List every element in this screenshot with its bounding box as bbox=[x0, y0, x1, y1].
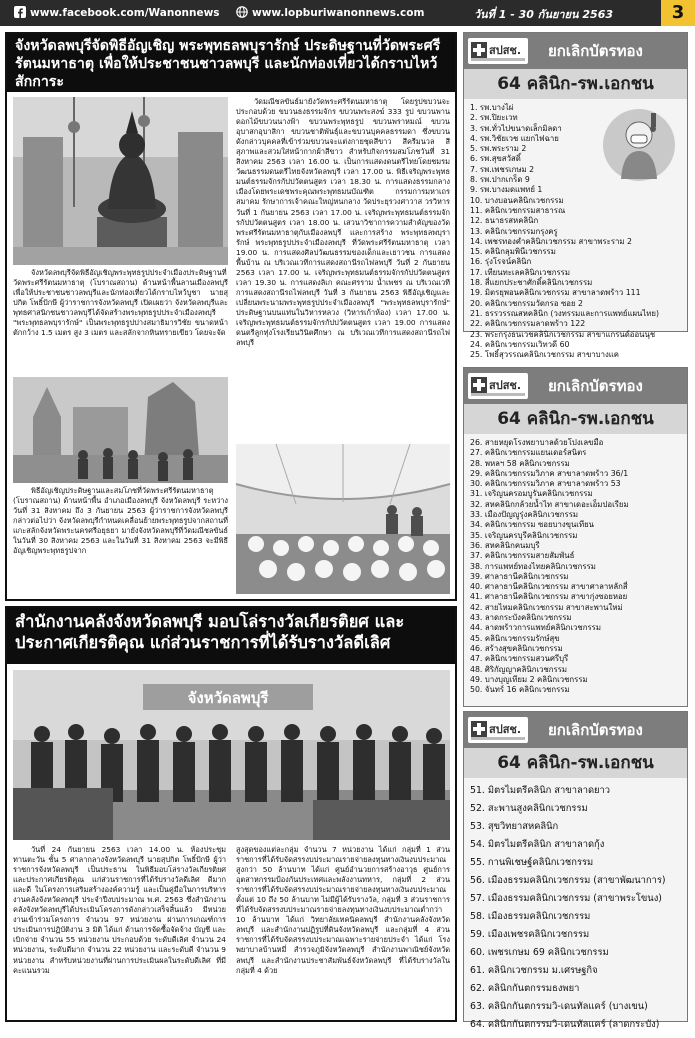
website-url: www.lopburiwanonnews.com bbox=[252, 7, 425, 19]
article-2-column-2 bbox=[236, 845, 450, 1019]
clinic-list-item: 1. รพ.บางไผ่ bbox=[470, 103, 514, 112]
clinic-list-item: 56. เมืองธรรมคลินิกเวชกรรม (สาขาพัฒนาการ) bbox=[470, 875, 666, 886]
clinic-list-item: 57. เมืองธรรมคลินิกเวชกรรม (สาขาพระโขนง) bbox=[470, 893, 662, 904]
caption-2-text: พิธีอัญเชิญประดิษฐานและสมโภชที่วัดพระศรีรัตนมหาธาตุ (โบราณสถาน) ด้านหน้าพื้น อำเภอเมืองลพบุรี จังหวัดลพบุรี ระหว่างวันที่ 31 สิงหาคม ถึง 3 กันยายน 2563 ผู้ว่าราชการจังหวัดลพบุรี กล่าวต่อไปว่า จังหวัดลพบุรีกำหนดเคลื่อนย้ายพระพุทธรูปจากสถานที่แกะสลักจังหวัดพระนครศรีอยุธยา มายังจังหวัดลพบุรีที่วัดมณีชลขันธ์ในวันที่ 30 สิงหาคม 2563 และในวันที่ 31 สิงหาคม 2563 จะมีพิธีอัญเชิญพระพุทธรูปจาก bbox=[13, 486, 228, 556]
clinic-list-item: 27. คลินิกเวชกรรมแยนเดอร์สนิตร bbox=[470, 448, 587, 458]
panel-1-title: ยกเลิกบัตรทอง bbox=[548, 42, 643, 60]
clinic-list-item: 21. ธรรวรรณสหคลินิก (วงทรรมและการแพทย์แผนไทย) bbox=[470, 308, 660, 318]
facebook-icon bbox=[14, 6, 26, 18]
clinic-list-item: 38. การแพทย์ทองไทยคลินิกเวชกรรม bbox=[470, 561, 596, 571]
panel-3-header bbox=[464, 712, 687, 748]
clinic-list-item: 42. สายไหมคลินิกเวชกรรม สาขาสะพานใหม่ bbox=[470, 602, 623, 612]
clinic-list-item: 5. รพ.พระราม 2 bbox=[470, 144, 527, 154]
clinic-list-item: 29. คลินิกเวชกรรมวิภาค สาขาลาดพร้าว 36/1 bbox=[470, 468, 629, 478]
issue-date: วันที่ 1 - 30 กันยายน 2563 bbox=[474, 8, 614, 21]
header-bar bbox=[0, 0, 695, 26]
article-1-caption-2 bbox=[13, 486, 228, 596]
facebook-link[interactable] bbox=[14, 6, 220, 19]
clinic-list-item: 54. มิตรไมตรีคลินิก สาขาลาดกุ้ง bbox=[470, 839, 605, 850]
gold-card-panel-3 bbox=[463, 711, 688, 1030]
panel-1-subtitle: 64 คลินิก-รพ.เอกชน bbox=[464, 69, 687, 99]
clinic-list-item: 18. สี่แยกประชาศักดิ์คลินิกเวชกรรม bbox=[470, 278, 593, 288]
cross-icon bbox=[471, 42, 487, 58]
clinic-list-item: 32. สหคลินิกกล้วยน้ำไท สาขาเดอะเอ็มปอเรียม bbox=[470, 499, 629, 509]
clinic-list-item: 37. คลินิกเวชกรรมสายสัมพันธ์ bbox=[470, 551, 575, 561]
page-number: 3 bbox=[661, 0, 695, 26]
article-2-column-1-text: วันที่ 24 กันยายน 2563 เวลา 14.00 น. ห้องประชุมทานตะวัน ชั้น 5 ศาลากลางจังหวัดลพบุรี นายสุปกิต โพธิ์ปักษี ผู้ว่าราชการจังหวัดลพบุรี เป็นประธาน ในพิธีมอบโล่รางวัลเกียรติยศ และประกาศเกียรติคุณ แก่ส่วนราชการที่ได้รับรางวัลดีเลิศ ดีมาก และดี ในโครงการเสริมสร้างองค์ความรู้ และเป็นคู่มือในการบริหารงานคลังจังหวัดลพบุรี ประจำปีงบประมาณ พ.ศ. 2563 ซึ่งสำนักงานคลังจังหวัดลพบุรีได้ประเมินโครงการดังกล่าวเสร็จสิ้นแล้ว มีหน่วยงานเข้าร่วมโครงการ จำนวน 97 หน่วยงาน ผ่านการเกณฑ์การประเมินการปฏิบัติงาน 3 มิติ ได้แก่ ด้านการจัดซื้อจัดจ้าง บัญชี และเบิกจ่าย จำนวน 55 หน่วยงาน ประกอบด้วย ระดับดีเลิศ จำนวน 24 หน่วยงาน, ระดับดีมาก จำนวน 22 หน่วยงาน และระดับดี จำนวน 9 หน่วยงาน สำหรับหน่วยงานที่ผ่านการประเมินผลในระดับดีเลิศ ที่มีคะแนนรวม bbox=[13, 845, 226, 975]
clinic-list-item: 22. คลินิกเวชกรรมลาดพร้าว 122 bbox=[470, 319, 586, 329]
website-link[interactable] bbox=[236, 6, 424, 19]
clinic-list-item: 11. คลินิกเวชกรรมสาธารณ bbox=[470, 205, 566, 215]
article-2-column-2-text: สูงสุดของแต่ละกลุ่ม จำนวน 7 หน่วยงาน ได้แก่ กลุ่มที่ 1 ส่วนราชการที่ได้รับจัดสรรงบประมาณรายจ่ายลงทุนทางเงินงบประมาณสูงกว่า 50 ล้านบาท ได้แก่ ศูนย์อำนวยการสร้างอาวุธ ศูนย์การอุตสาหกรรมป้องกันประเทศและพลังงานทหาร, กลุ่มที่ 2 ส่วนราชการที่ได้รับจัดสรรงบประมาณรายจ่ายลงทุนทางเงินงบประมาณ ตั้งแต่ 10 ถึง 50 ล้านบาท ไม่มีผู้ได้รับรางวัล, กลุ่มที่ 3 ส่วนราชการที่ได้รับจัดสรรงบประมาณรายจ่ายลงทุนทางเงินงบประมาณต่ำกว่า 10 ล้านบาท ได้แก่ วิทยาลัยเทคนิคลพบุรี สำนักงานคลังจังหวัดลพบุรี และสำนักงานปฏิรูปที่ดินจังหวัดลพบุรี และกลุ่มที่ 4 ส่วนราชการที่ได้รับจัดสรรงบประมาณเฉพาะรายจ่ายประจำ ได้แก่ โรงพยาบาลบ้านหมี่ สำรวจภูมิจังหวัดลพบุรี สำนักงานพาณิชย์จังหวัดลพบุรี และสำนักงานประชาสัมพันธ์จังหวัดลพบุรี ที่ได้รับรางวัลในกลุ่มที่ 4 ด้วย bbox=[236, 845, 450, 975]
clinic-list-item: 49. บางบุญเทียม 2 คลินิกเวชกรรม bbox=[470, 674, 588, 684]
clinic-list-item: 24. คลินิกเวชกรรมเวิทวดี 60 bbox=[470, 339, 570, 349]
clinic-list-item: 8. รพ.ปากเกร็ด 9 bbox=[470, 175, 530, 185]
clinic-list-item: 15. คลินิกลุมพินีเวชกรรม bbox=[470, 247, 556, 257]
clinic-list-item: 51. มิตรไมตรีคลินิก สาขาลาดยาว bbox=[470, 785, 611, 796]
clinic-list-item: 55. กานพิเชษฐ์คลินิกเวชกรรม bbox=[470, 857, 594, 868]
clinic-list-item: 43. ลาดกระบังคลินิกเวชกรรม bbox=[470, 613, 572, 623]
clinic-list-item: 61. คลินิกเวชกรรม ม.เศรษฐกิจ bbox=[470, 965, 598, 976]
clinic-list-item: 36. สหคลินิกคนมบุรี bbox=[470, 540, 540, 550]
clinic-list-item: 30. คลินิกเวชกรรมวิภาค สาขาลาดพร้าว 53 bbox=[470, 479, 621, 489]
nhso-logo: สปสช. bbox=[468, 717, 528, 743]
panel-2-list bbox=[464, 434, 687, 699]
article-1-headline: จังหวัดลพบุรีจัดพิธีอัญเชิญ พระพุทธลพบุรารักษ์ ประดิษฐานที่วัดพระศรีรัตนมหาธาตุ เพื่อให้ประชาชนชาวลพบุรี และนักท่องเที่ยวได้กราบไหว้สักการะ bbox=[7, 34, 455, 92]
clinic-list-item: 33. เมืองปัญญูรุ่งคลินิกเวชกรรม bbox=[470, 510, 579, 520]
buddha-statue-photo bbox=[13, 97, 228, 265]
clinic-list-item: 64. คลินิกกันตกรรมวิ-เดนทัลแคร์ (ลาดกระบัง) bbox=[470, 1019, 660, 1030]
clinic-list-item: 10. บางบอนคลินิกเวชกรรม bbox=[470, 195, 564, 205]
clinic-list-item: 17. เทียนทะเลคลินิกเวชกรรม bbox=[470, 267, 570, 277]
nhso-logo: สปสช. bbox=[468, 373, 528, 399]
clinic-list-item: 46. สร้างสุขคลินิกเวชกรรม bbox=[470, 643, 563, 653]
gold-card-panel-1 bbox=[463, 32, 688, 360]
province-sign: จังหวัดลพบุรี bbox=[187, 689, 269, 707]
clinic-list-item: 59. เมืองเพชรคลินิกเวชกรรม bbox=[470, 929, 590, 940]
clinic-list-item: 20. คลินิกเวชกรรมวัดกรอ ซอย 2 bbox=[470, 298, 583, 308]
article-1-caption-1 bbox=[13, 268, 228, 371]
article-1-column-2 bbox=[236, 97, 450, 441]
clinic-list-item: 35. เจริญนครบุรีคลินิกเวชกรรม bbox=[470, 530, 578, 540]
clinic-list-item: 40. ศาลาธานีคลินิกเวชกรรม สาขาศาลาหลักสี่ bbox=[470, 582, 628, 592]
clinic-list-item: 26. สายหยุดโรงพยาบาลด้วยโปงเลขมือ bbox=[470, 438, 604, 447]
clinic-list-item: 31. เจริญนครอมบูรันคลินิกเวชกรรม bbox=[470, 489, 593, 499]
clinic-list-item: 34. คลินิกเวชกรรม ซอยบางขุนเทียน bbox=[470, 520, 595, 530]
ceremony-ruins-photo bbox=[13, 377, 228, 483]
cross-icon bbox=[471, 377, 487, 393]
clinic-list-item: 28. พหลฯ 58 คลินิกเวชกรรม bbox=[470, 458, 570, 468]
clinic-list-item: 16. รุ่งโรจน์คลินิก bbox=[470, 257, 532, 267]
clinic-list-item: 45. คลินิกเวชกรรมรักษ์สุข bbox=[470, 633, 560, 643]
clinic-list-item: 63. คลินิกกันตกรรมวิ-เดนทัลแคร์ (บางเขน) bbox=[470, 1001, 648, 1012]
clinic-list-item: 4. รพ.วิชัยเวช แยกไฟฉาย bbox=[470, 133, 559, 143]
clinic-list-item: 52. สะพานสูงคลินิกเวชกรรม bbox=[470, 803, 588, 814]
clinic-list-item: 23. พระกรุงธนเวชคลินิกเวชกรรม สาขาแกรนด์อ่อนนุช bbox=[470, 329, 656, 339]
facebook-url: www.facebook.com/Wanonnews bbox=[30, 7, 220, 19]
gold-card-panel-2 bbox=[463, 367, 688, 707]
globe-icon bbox=[236, 6, 248, 18]
clinic-list-item: 3. รพ.ทั่วไปขนาดเล็กมิลดา bbox=[470, 123, 562, 133]
panel-2-header bbox=[464, 368, 687, 404]
award-ceremony-photo bbox=[13, 670, 450, 840]
sick-person-illustration bbox=[595, 105, 683, 185]
clinic-list-item: 7. รพ.เพชรเกษม 2 bbox=[470, 164, 535, 174]
clinic-list-item: 53. สุขวิทยาสหคลินิก bbox=[470, 821, 559, 832]
article-2-headline: สำนักงานคลังจังหวัดลพบุรี มอบโล่รางวัลเกียรติยศ และประกาศเกียรติคุณ แก่ส่วนราชการที่ได้รับรางวัลดีเลิศ bbox=[7, 608, 455, 664]
clinic-list-item: 47. คลินิกเวชกรรมสวนศรีบุรี bbox=[470, 654, 569, 664]
panel-2-title: ยกเลิกบัตรทอง bbox=[548, 377, 643, 395]
panel-1-header bbox=[464, 33, 687, 69]
clinic-list-item: 14. เพชรทองคำคลินิกเวชกรรม สาขาพระราม 2 bbox=[470, 236, 632, 246]
cross-icon bbox=[471, 721, 487, 737]
clinic-list-item: 41. ศาลาธานีคลินิกเวชกรรม สาขากุ่งซอยหอย bbox=[470, 592, 628, 602]
panel-2-subtitle: 64 คลินิก-รพ.เอกชน bbox=[464, 404, 687, 434]
clinic-list-item: 58. เมืองธรรมคลินิกเวชกรรม bbox=[470, 911, 591, 922]
article-1-column-2-text: วัดมณีชลขันธ์มายังวัดพระศรีรัตนมหาธาตุ โดยรูปขบวนจะประกอบด้วย ขบวนธงธรรมจักร ขบวนพระสงฆ์ 333 รูป ขบวนพานดอกไม้ขบวนนางฟ้า ขบวนพระพุทธรูป ขบวนพราหมณ์ ขบวนอุบาสกอุบาสิกา ขบวนชาติพันธุ์และขบวนบุคคลธรรมดา ซึ่งขบวนดังกล่าวบุคคลที่เข้าร่วมขบวนจะแต่งกายชุดสีขาว สีครีมนวล สีสุภาพและสวมใส่หน้ากากผ้าสีขาว สำหรับกิจกรรมสมโภชวันที่ 31 สิงหาคม 2563 เวลา 16.00 น. เป็นการแสดงดนตรีไทยโดยชมรมวัฒนธรรมดนตรีไทยจังหวัดลพบุรี เวลา 17.00 น. พิธีเจริญพระพุทธมนต์ธรรมจักรกัปปวัตตนสูตร เวลา 18.30 น. การแสดงธรรมกลางเมืองโดยพระเดชพระคุณพระพุทธมนบัณฑิต กรรมการมหาเถรสมาคม รักษาการเจ้าคณะใหญ่หนกลาง วัดประยุรวงศาวาส วรวิหาร วันที่ 1 กันยายน 2563 เวลา 17.00 น. เจริญพระพุทธมนต์ธรรมจักรกัปปวัตตนสูตร เวลา 18.00 น. เสวนาวิชาการความสำคัญของวัดพระศรีรัตนมหาธาตุกับเมืองลพบุรี และการสร้าง พระพุทธลพบุรารักษ์ พระพุทธรูปประจำเมืองลพบุรี ที่วัดพระศรีรัตนมหาธาตุ เวลา 19.00 น. การแสดงศิลปวัฒนธรรมของเด็กและเยาวชน การแสดงพื้นบ้าน ณ บริเวณเวทีการแสดงสถานีรถไฟลพบุรี วันที่ 2 กันยายน 2563 เวลา 17.00 น. เจริญพระพุทธมนต์ธรรมจักรกัปปวัตตนสูตร เวลา 19.30 น. การแสดงลิเก คณะศรราม น้ำเพชร ณ บริเวณเวทีการแสดงสถานีรถไฟลพบุรี วันที่ 3 กันยายน 2563 พิธีอัญเชิญและเปลี่ยนพระนามพระพุทธรูปประจำเมืองลพบุรี "พระพุทธลพบุรารักษ์" ประดิษฐานบนแท่นในวิหารหลวง (วิหารเก้าห้อง) เวลา 17.00 น. เจริญพระพุทธมนต์ธรรมจักรกัปปวัตตนสูตร เวลา 19.00 การแสดงดนตรีลูกทุ่งโรงเรียนวินิตศึกษา ณ บริเวณเวทีการแสดงสถานีรถไฟลพบุรี bbox=[236, 97, 450, 348]
tent-audience-photo bbox=[236, 444, 450, 594]
clinic-list-item: 62. คลินิกกันตกรรมธงพยา bbox=[470, 983, 580, 994]
clinic-list-item: 50. จันทร์ 16 คลินิกเวชกรรม bbox=[470, 685, 570, 695]
clinic-list-item: 44. ลาดพร้าวการแพทย์คลินิกเวชกรรม bbox=[470, 623, 601, 633]
clinic-list-item: 2. รพ.ปิยะเวท bbox=[470, 113, 518, 123]
clinic-list-item: 48. ศิริกัญญาคลินิกเวชกรรม bbox=[470, 664, 568, 674]
nhso-logo: สปสช. bbox=[468, 38, 528, 64]
clinic-list-item: 39. ศาลาธานีคลินิกเวชกรรม bbox=[470, 571, 569, 581]
caption-1-text: จังหวัดลพบุรีจัดพิธีอัญเชิญพระพุทธรูปประจำเมืองประดิษฐานที่วัดพระศรีรัตนมหาธาตุ (โบราณสถาน) ด้านหน้าพื้นลานเมืองลพบุรี เพื่อให้ประชาชนชาวลพบุรีและนักท่องเที่ยวได้กราบไหว้บูชา นายสุปกิต โพธิ์ปักษี ผู้ว่าราชการจังหวัดลพบุรี เปิดเผยว่า จังหวัดลพบุรีและพุทธศาสนิกชนชาวลพบุรีได้จัดสร้างพระพุทธรูปประจำเมืองลพบุรี "พระพุทธลพบุรารักษ์" เป็นพระพุทธรูปปางสมาธิมารวิชัย ขนาดหน้าตักกว้าง 1.5 เมตร สูง 3 เมตร และสลักจากหินทรายเขียว โดยจะจัด bbox=[13, 268, 228, 338]
clinic-list-item: 6. รพ.สุขสวัสดิ์ bbox=[470, 154, 521, 164]
panel-3-title: ยกเลิกบัตรทอง bbox=[548, 721, 643, 739]
clinic-list-item: 9. รพ.บางมดแพทย์ 1 bbox=[470, 185, 543, 195]
panel-3-list bbox=[464, 778, 687, 1038]
clinic-list-item: 12. ธนาธรสหคลินิก bbox=[470, 216, 539, 226]
panel-3-subtitle: 64 คลินิก-รพ.เอกชน bbox=[464, 748, 687, 778]
clinic-list-item: 19. มิตรยุพอนคลินิกเวชกรรม สาขาลาดพร้าว 111 bbox=[470, 288, 641, 298]
article-2-column-1 bbox=[13, 845, 226, 1019]
clinic-list-item: 25. โพธิ์สุวรรณคลินิกเวชกรรม สาขาบางแค bbox=[470, 350, 620, 360]
clinic-list-item: 13. คลินิกเวชกรรมกรุงครู bbox=[470, 226, 558, 236]
clinic-list-item: 60. เพชรเกษม 69 คลินิกเวชกรรม bbox=[470, 947, 609, 958]
